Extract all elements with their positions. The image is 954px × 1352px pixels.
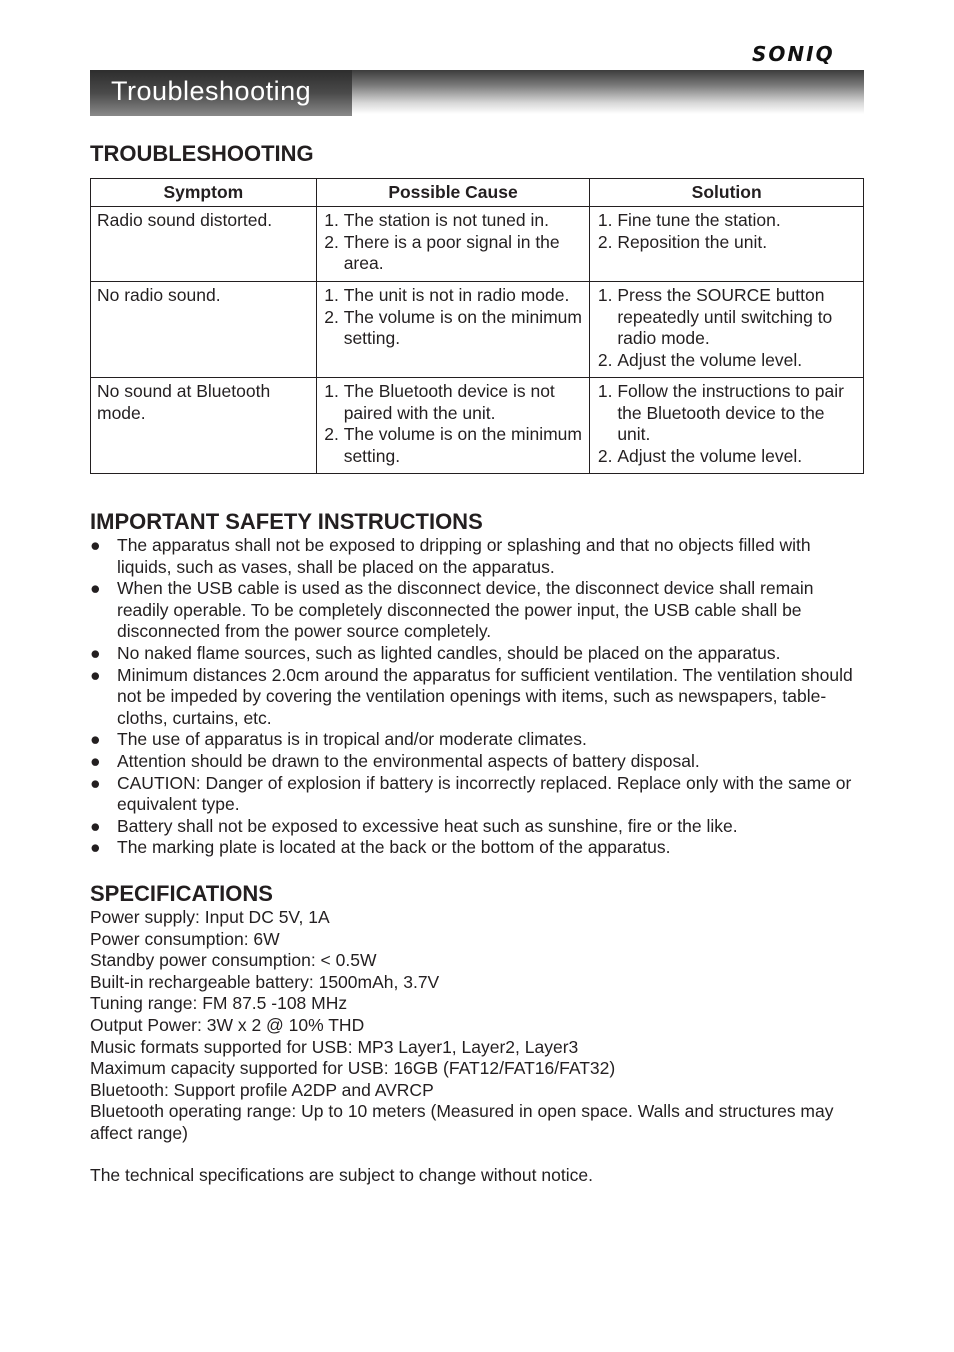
spec-line: Built-in rechargeable battery: 1500mAh, 3.7V — [90, 971, 440, 992]
list-item — [90, 643, 864, 665]
spec-line: Standby power consumption: < 0.5W — [90, 950, 377, 971]
bullet-icon: ● — [90, 535, 101, 555]
symptom-cell: No sound at Bluetooth mode. — [91, 378, 317, 474]
spec-line: Bluetooth: Support profile A2DP and AVRCP — [90, 1079, 434, 1100]
solution-item: 2. Reposition the unit. — [617, 232, 857, 254]
table-row — [91, 378, 864, 474]
cause-item: 2. The volume is on the minimum setting. — [344, 424, 584, 467]
list-item — [90, 751, 864, 773]
table-row — [91, 207, 864, 282]
safety-heading: IMPORTANT SAFETY INSTRUCTIONS — [90, 509, 483, 534]
safety-text: The use of apparatus is in tropical and/or moderate climates. — [117, 729, 587, 750]
brand-logo: SONIQ — [752, 42, 835, 66]
safety-text: Minimum distances 2.0cm around the apparatus for sufficient ventilation. The ventilation should not be impeded by covering the ventilation openings with items, such as newspapers, table-cloths, curtains, etc. — [117, 664, 853, 728]
safety-text: CAUTION: Danger of explosion if battery is incorrectly replaced. Replace only with the same or equivalent type. — [117, 772, 852, 815]
safety-text: The apparatus shall not be exposed to dripping or splashing and that no objects filled with liquids, such as vases, shall be placed on the apparatus. — [117, 535, 811, 577]
spec-line: Maximum capacity supported for USB: 16GB (FAT12/FAT16/FAT32) — [90, 1058, 616, 1079]
troubleshooting-table — [90, 178, 864, 474]
solution-cell — [590, 282, 864, 378]
header-possible-cause: Possible Cause — [316, 179, 590, 207]
solution-item: 1. Fine tune the station. — [617, 210, 857, 232]
list-item — [90, 535, 864, 578]
solution-item: 1. Press the SOURCE button repeatedly until switching to radio mode. — [617, 285, 857, 350]
spec-line: Power supply: Input DC 5V, 1A — [90, 907, 330, 927]
section-banner-title: Troubleshooting — [111, 76, 312, 106]
safety-text: The marking plate is located at the back or the bottom of the apparatus. — [117, 837, 671, 858]
spec-line: Output Power: 3W x 2 @ 10% THD — [90, 1014, 365, 1035]
solution-item: 2. Adjust the volume level. — [617, 350, 857, 372]
spec-line: Tuning range: FM 87.5 -108 MHz — [90, 993, 348, 1014]
symptom-cell: No radio sound. — [91, 282, 317, 378]
bullet-icon: ● — [90, 837, 101, 858]
bullet-icon: ● — [90, 815, 101, 836]
cause-item: 1. The station is not tuned in. — [344, 210, 584, 232]
spec-line: Music formats supported for USB: MP3 Layer1, Layer2, Layer3 — [90, 1036, 579, 1057]
safety-text: Battery shall not be exposed to excessive heat such as sunshine, fire or the like. — [117, 815, 738, 836]
cause-item: 1. The unit is not in radio mode. — [344, 285, 584, 307]
list-item — [90, 578, 864, 643]
specifications-list — [90, 907, 864, 1145]
list-item — [90, 816, 864, 838]
specifications-heading: SPECIFICATIONS — [90, 881, 273, 906]
header-solution: Solution — [590, 179, 864, 207]
symptom-cell: Radio sound distorted. — [91, 207, 317, 282]
solution-cell — [590, 207, 864, 282]
cause-cell — [316, 207, 590, 282]
cause-item: 2. There is a poor signal in the area. — [344, 232, 584, 275]
safety-text: No naked flame sources, such as lighted candles, should be placed on the apparatus. — [117, 642, 781, 663]
bullet-icon: ● — [90, 642, 101, 663]
list-item — [90, 665, 864, 730]
solution-cell — [590, 378, 864, 474]
safety-list — [90, 535, 864, 859]
safety-text: When the USB cable is used as the disconnect device, the disconnect device shall remain readily operable. To be completely disconnected the power input, the USB cable shall be disconnected from the power source completely. — [117, 578, 814, 642]
table-header-row — [91, 179, 864, 207]
cause-cell — [316, 282, 590, 378]
header-symptom: Symptom — [91, 179, 317, 207]
spec-line: Bluetooth operating range: Up to 10 meters (Measured in open space. Walls and structures may affect range) — [90, 1101, 834, 1143]
solution-item: 2. Adjust the volume level. — [617, 446, 857, 468]
cause-item: 2. The volume is on the minimum setting. — [344, 307, 584, 350]
spec-line: Power consumption: 6W — [90, 928, 280, 949]
cause-item: 1. The Bluetooth device is not paired with the unit. — [344, 381, 584, 424]
bullet-icon: ● — [90, 750, 101, 771]
list-item — [90, 837, 864, 859]
list-item — [90, 773, 864, 816]
bullet-icon: ● — [90, 578, 101, 599]
solution-item: 1. Follow the instructions to pair the Bluetooth device to the unit. — [617, 381, 857, 446]
list-item — [90, 729, 864, 751]
safety-text: Attention should be drawn to the environmental aspects of battery disposal. — [117, 750, 700, 771]
bullet-icon: ● — [90, 729, 101, 750]
troubleshooting-heading: TROUBLESHOOTING — [90, 141, 314, 166]
table-row — [91, 282, 864, 378]
bullet-icon: ● — [90, 772, 101, 793]
specifications-note: The technical specifications are subject to change without notice. — [90, 1165, 593, 1185]
cause-cell — [316, 378, 590, 474]
bullet-icon: ● — [90, 664, 101, 685]
